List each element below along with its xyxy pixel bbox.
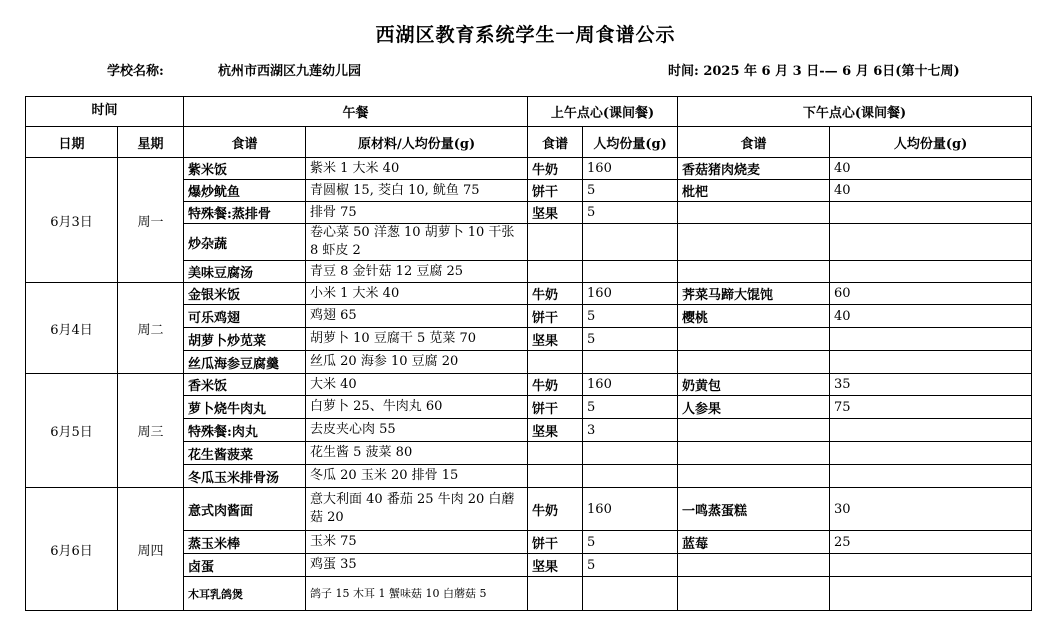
header-afternoon-snack: 下午点心(课间餐) (678, 97, 1032, 127)
lunch-ingredients: 去皮夹心肉 55 (306, 419, 528, 442)
lunch-dish: 紫米饭 (184, 158, 306, 180)
lunch-ingredients: 卷心菜 50 洋葱 10 胡萝卜 10 干张 8 虾皮 2 (306, 224, 528, 261)
afternoon-snack (678, 202, 830, 224)
day-weekday: 周三 (118, 374, 184, 488)
morning-snack (528, 224, 583, 261)
morning-snack: 牛奶 (528, 158, 583, 180)
afternoon-snack (678, 554, 830, 577)
lunch-dish: 胡萝卜炒苋菜 (184, 328, 306, 351)
lunch-ingredients: 鸽子 15 木耳 1 蟹味菇 10 白蘑菇 5 (306, 577, 528, 611)
afternoon-snack (678, 261, 830, 283)
header-time: 时间 (26, 97, 184, 127)
morning-snack-portion (583, 351, 678, 374)
day-date: 6月3日 (26, 158, 118, 283)
lunch-dish: 蒸玉米棒 (184, 531, 306, 554)
afternoon-snack-portion: 40 (830, 305, 1032, 328)
day-date: 6月6日 (26, 488, 118, 611)
afternoon-snack-portion: 35 (830, 374, 1032, 396)
lunch-ingredients: 玉米 75 (306, 531, 528, 554)
lunch-dish: 香米饭 (184, 374, 306, 396)
morning-snack (528, 577, 583, 611)
morning-snack: 坚果 (528, 554, 583, 577)
afternoon-snack-portion (830, 554, 1032, 577)
lunch-dish: 冬瓜玉米排骨汤 (184, 465, 306, 488)
afternoon-snack: 蓝莓 (678, 531, 830, 554)
afternoon-snack: 香菇猪肉烧麦 (678, 158, 830, 180)
lunch-ingredients: 鸡蛋 35 (306, 554, 528, 577)
morning-snack-portion: 3 (583, 419, 678, 442)
afternoon-snack-portion: 40 (830, 180, 1032, 202)
morning-snack: 牛奶 (528, 374, 583, 396)
morning-snack-portion: 160 (583, 158, 678, 180)
morning-snack-portion (583, 442, 678, 465)
afternoon-snack-portion: 25 (830, 531, 1032, 554)
header-recipe-afternoon: 食谱 (678, 127, 830, 158)
morning-snack-portion: 5 (583, 180, 678, 202)
lunch-dish: 意式肉酱面 (184, 488, 306, 531)
afternoon-snack-portion: 75 (830, 396, 1032, 419)
morning-snack-portion: 5 (583, 531, 678, 554)
morning-snack-portion: 5 (583, 305, 678, 328)
afternoon-snack-portion: 30 (830, 488, 1032, 531)
lunch-dish: 木耳乳鸽煲 (184, 577, 306, 611)
header-morning-snack: 上午点心(课间餐) (528, 97, 678, 127)
day-weekday: 周二 (118, 283, 184, 374)
afternoon-snack-portion: 40 (830, 158, 1032, 180)
lunch-dish: 金银米饭 (184, 283, 306, 305)
lunch-ingredients: 青圆椒 15, 茭白 10, 鱿鱼 75 (306, 180, 528, 202)
header-lunch: 午餐 (184, 97, 528, 127)
day-date: 6月4日 (26, 283, 118, 374)
menu-table (25, 96, 1032, 611)
afternoon-snack-portion (830, 261, 1032, 283)
header-date: 日期 (26, 127, 118, 158)
lunch-ingredients: 小米 1 大米 40 (306, 283, 528, 305)
morning-snack-portion: 5 (583, 396, 678, 419)
lunch-ingredients: 丝瓜 20 海参 10 豆腐 20 (306, 351, 528, 374)
date-range: 时间: 2025 年 6 月 3 日-— 6 月 6日(第十七周) (668, 64, 960, 79)
lunch-ingredients: 排骨 75 (306, 202, 528, 224)
morning-snack-portion: 5 (583, 328, 678, 351)
lunch-ingredients: 花生酱 5 菠菜 80 (306, 442, 528, 465)
afternoon-snack-portion (830, 224, 1032, 261)
afternoon-snack-portion (830, 442, 1032, 465)
lunch-ingredients: 意大利面 40 番茄 25 牛肉 20 白蘑菇 20 (306, 488, 528, 531)
afternoon-snack: 奶黄包 (678, 374, 830, 396)
lunch-dish: 特殊餐:蒸排骨 (184, 202, 306, 224)
lunch-dish: 卤蛋 (184, 554, 306, 577)
morning-snack-portion: 160 (583, 283, 678, 305)
afternoon-snack (678, 465, 830, 488)
morning-snack-portion (583, 261, 678, 283)
afternoon-snack-portion (830, 202, 1032, 224)
morning-snack (528, 442, 583, 465)
morning-snack: 饼干 (528, 531, 583, 554)
morning-snack (528, 261, 583, 283)
morning-snack-portion (583, 577, 678, 611)
lunch-dish: 可乐鸡翅 (184, 305, 306, 328)
lunch-ingredients: 大米 40 (306, 374, 528, 396)
afternoon-snack (678, 328, 830, 351)
header-portion-afternoon: 人均份量(g) (830, 127, 1032, 158)
lunch-ingredients: 紫米 1 大米 40 (306, 158, 528, 180)
afternoon-snack (678, 419, 830, 442)
morning-snack-portion: 5 (583, 554, 678, 577)
morning-snack (528, 351, 583, 374)
lunch-dish: 爆炒鱿鱼 (184, 180, 306, 202)
morning-snack (528, 465, 583, 488)
morning-snack-portion (583, 465, 678, 488)
table-row (26, 283, 1032, 305)
school-name: 杭州市西湖区九莲幼儿园 (218, 64, 362, 79)
afternoon-snack-portion (830, 577, 1032, 611)
morning-snack: 牛奶 (528, 283, 583, 305)
afternoon-snack-portion: 60 (830, 283, 1032, 305)
lunch-dish: 特殊餐:肉丸 (184, 419, 306, 442)
afternoon-snack: 枇杷 (678, 180, 830, 202)
afternoon-snack (678, 577, 830, 611)
morning-snack: 饼干 (528, 180, 583, 202)
afternoon-snack: 人参果 (678, 396, 830, 419)
afternoon-snack: 樱桃 (678, 305, 830, 328)
lunch-ingredients: 冬瓜 20 玉米 20 排骨 15 (306, 465, 528, 488)
afternoon-snack (678, 442, 830, 465)
lunch-dish: 花生酱菠菜 (184, 442, 306, 465)
day-weekday: 周四 (118, 488, 184, 611)
menu-body (26, 158, 1032, 611)
morning-snack-portion: 5 (583, 202, 678, 224)
lunch-ingredients: 胡萝卜 10 豆腐干 5 苋菜 70 (306, 328, 528, 351)
lunch-ingredients: 白萝卜 25、牛肉丸 60 (306, 396, 528, 419)
lunch-dish: 炒杂蔬 (184, 224, 306, 261)
afternoon-snack-portion (830, 328, 1032, 351)
morning-snack-portion: 160 (583, 374, 678, 396)
afternoon-snack-portion (830, 465, 1032, 488)
lunch-dish: 美味豆腐汤 (184, 261, 306, 283)
afternoon-snack-portion (830, 419, 1032, 442)
day-date: 6月5日 (26, 374, 118, 488)
header-portion-morning: 人均份量(g) (583, 127, 678, 158)
lunch-dish: 萝卜烧牛肉丸 (184, 396, 306, 419)
header-recipe: 食谱 (184, 127, 306, 158)
header-recipe-morning: 食谱 (528, 127, 583, 158)
morning-snack-portion: 160 (583, 488, 678, 531)
morning-snack: 坚果 (528, 202, 583, 224)
school-label: 学校名称: (107, 64, 164, 79)
morning-snack: 牛奶 (528, 488, 583, 531)
morning-snack: 坚果 (528, 419, 583, 442)
day-weekday: 周一 (118, 158, 184, 283)
afternoon-snack (678, 224, 830, 261)
afternoon-snack: 一鸣蒸蛋糕 (678, 488, 830, 531)
table-row (26, 488, 1032, 531)
lunch-ingredients: 青豆 8 金针菇 12 豆腐 25 (306, 261, 528, 283)
afternoon-snack (678, 351, 830, 374)
header-ingredients: 原材料/人均份量(g) (306, 127, 528, 158)
lunch-ingredients: 鸡翅 65 (306, 305, 528, 328)
table-row (26, 374, 1032, 396)
table-row (26, 158, 1032, 180)
page-title: 西湖区教育系统学生一周食谱公示 (375, 24, 676, 46)
afternoon-snack-portion (830, 351, 1032, 374)
lunch-dish: 丝瓜海参豆腐羹 (184, 351, 306, 374)
morning-snack: 饼干 (528, 305, 583, 328)
morning-snack: 坚果 (528, 328, 583, 351)
header-weekday: 星期 (118, 127, 184, 158)
afternoon-snack: 荠菜马蹄大馄饨 (678, 283, 830, 305)
morning-snack-portion (583, 224, 678, 261)
morning-snack: 饼干 (528, 396, 583, 419)
